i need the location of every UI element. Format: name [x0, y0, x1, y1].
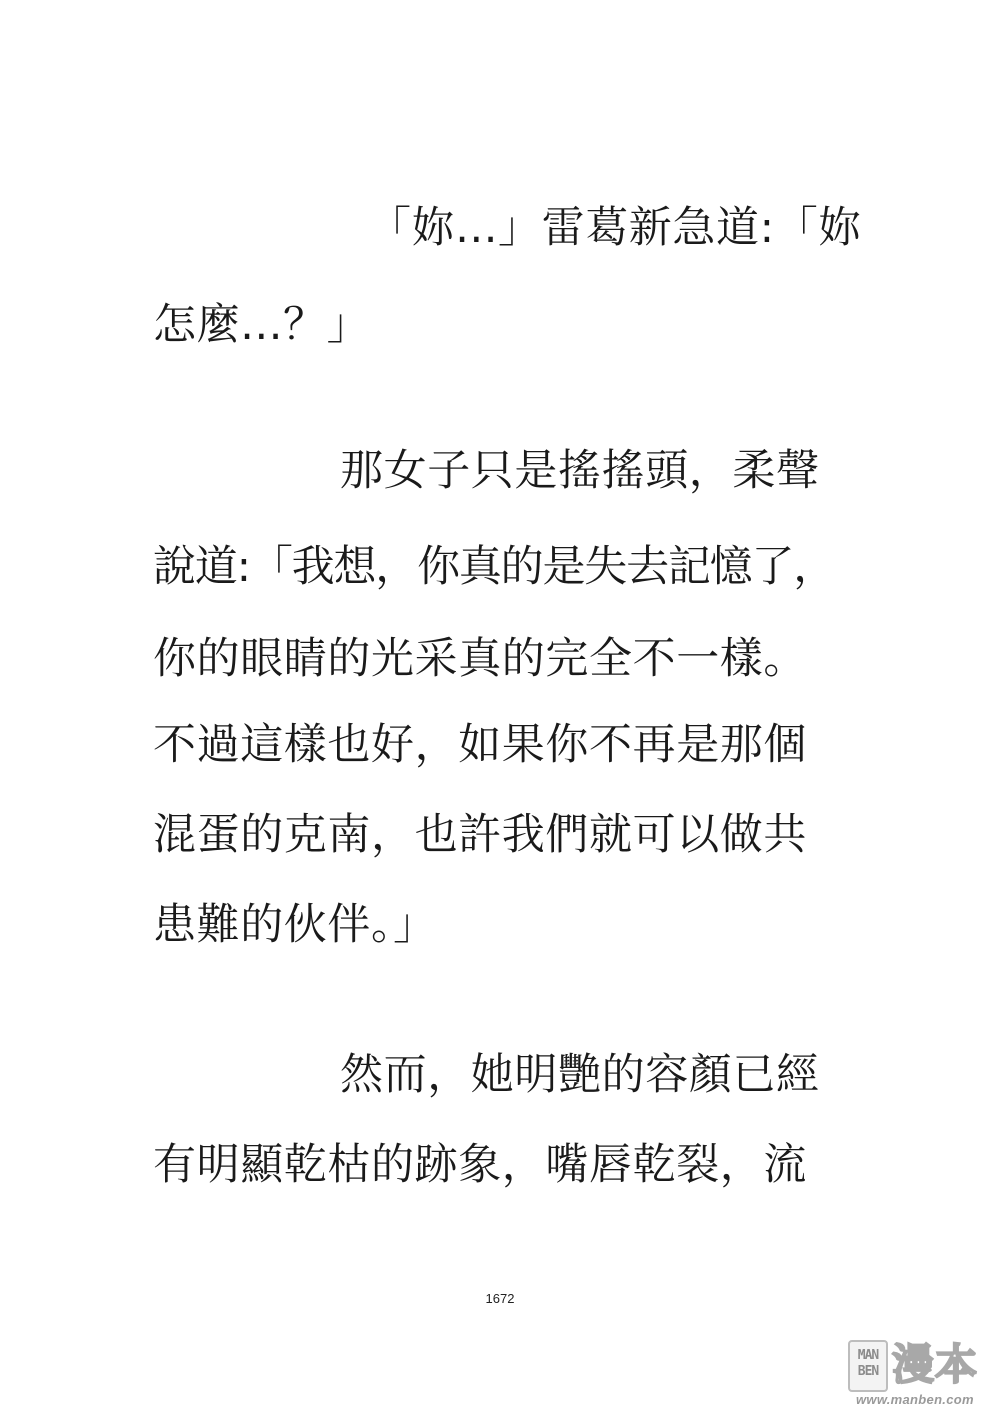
- text-line-2: 怎麼...？」: [153, 300, 371, 350]
- text-line-3: 那女子只是搖搖頭，柔聲: [340, 446, 820, 496]
- text-line-10: 有明顯乾枯的跡象，嘴唇乾裂，流: [153, 1140, 807, 1190]
- watermark-box-text: MAN BEN: [857, 1348, 879, 1379]
- page-number: 1672: [485, 1291, 515, 1306]
- text-line-8: 患難的伙伴。」: [153, 900, 437, 950]
- text-line-7: 混蛋的克南，也許我們就可以做共: [153, 810, 807, 860]
- text-line-6: 不過這樣也好，如果你不再是那個: [153, 720, 807, 770]
- watermark-logo: [848, 1340, 988, 1410]
- watermark-url: www.manben.com: [856, 1392, 974, 1407]
- watermark-cjk-text: 漫本: [892, 1340, 979, 1389]
- watermark-box-logo: [848, 1340, 888, 1392]
- text-line-1: 「妳...」雷葛新急道:「妳: [368, 203, 862, 253]
- text-line-4: 說道:「我想，你真的是失去記憶了，: [153, 542, 836, 592]
- text-line-9: 然而，她明艷的容顏已經: [340, 1050, 820, 1100]
- text-line-5: 你的眼睛的光采真的完全不一樣。: [153, 634, 807, 684]
